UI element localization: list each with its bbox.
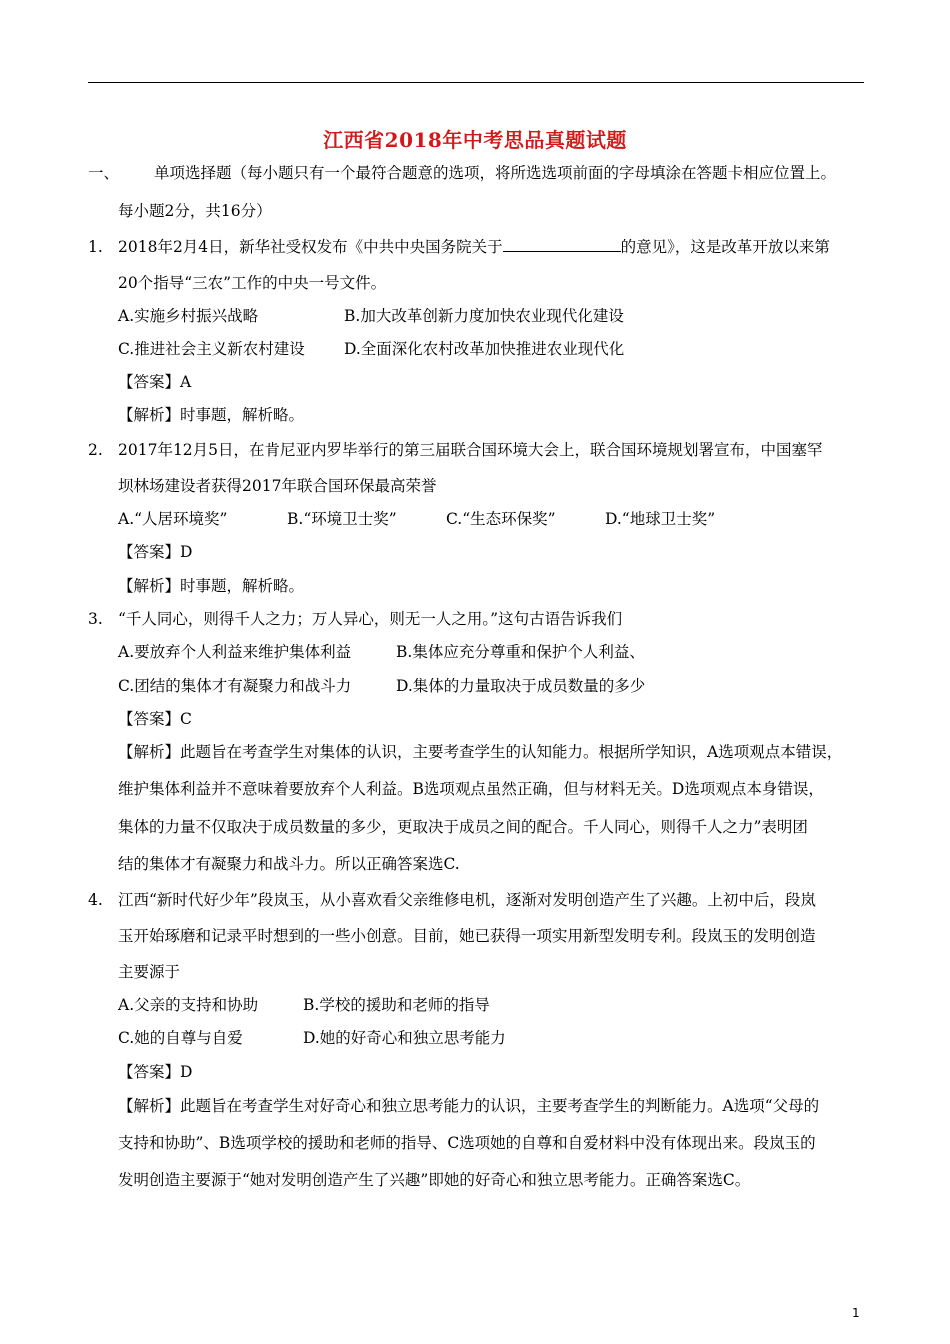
q1-stem-part1: 2018年2月4日，新华社受权发布《中共中央国务院关于: [118, 238, 503, 256]
q3-analysis-line1: 【解析】此题旨在考查学生对集体的认识，主要考查学生的认知能力。根据所学知识，A选项观点本错误，: [118, 743, 843, 761]
q2-stem-line2: 坝林场建设者获得2017年联合国环保最高荣誉: [118, 477, 437, 495]
q4-option-d: D.她的好奇心和独立思考能力: [303, 1029, 506, 1047]
section-instruction-line2: 每小题2分，共16分）: [118, 202, 272, 220]
section-instruction-line1: 单项选择题（每小题只有一个最符合题意的选项，将所选选项前面的字母填涂在答题卡相应位置上。: [154, 164, 837, 182]
section-number: 一、: [88, 164, 120, 182]
q1-stem-line2: 20个指导“三农”工作的中央一号文件。: [118, 274, 387, 292]
page-number: 1: [852, 1306, 860, 1320]
q4-option-c: C.她的自尊与自爱: [118, 1029, 243, 1047]
header-rule: [88, 82, 864, 83]
q1-option-c: C.推进社会主义新农村建设: [118, 340, 305, 358]
q1-analysis: 【解析】时事题，解析略。: [118, 406, 305, 424]
q1-answer: 【答案】A: [118, 373, 192, 391]
q2-option-d: D.“地球卫士奖”: [605, 510, 716, 528]
q4-number: 4.: [88, 891, 103, 909]
q2-number: 2.: [88, 441, 103, 459]
q2-stem-line1: 2017年12月5日，在肯尼亚内罗毕举行的第三届联合国环境大会上，联合国环境规划署宣布，中国塞罕: [118, 441, 823, 459]
q4-answer: 【答案】D: [118, 1063, 193, 1081]
q1-stem-part2: 的意见》，这是改革开放以来第: [620, 238, 830, 256]
q3-analysis-line2: 维护集体利益并不意味着要放弃个人利益。B选项观点虽然正确，但与材料无关。D选项观点本身错误，: [118, 780, 824, 798]
q3-option-d: D.集体的力量取决于成员数量的多少: [396, 677, 646, 695]
q3-analysis-line4: 结的集体才有凝聚力和战斗力。所以正确答案选C.: [118, 855, 460, 873]
q2-option-b: B.“环境卫士奖”: [287, 510, 397, 528]
q4-analysis-line1: 【解析】此题旨在考查学生对好奇心和独立思考能力的认识，主要考查学生的判断能力。A选项“父母的: [118, 1097, 820, 1115]
q1-blank: [503, 237, 621, 252]
q3-option-a: A.要放弃个人利益来维护集体利益: [118, 643, 352, 661]
q2-option-a: A.“人居环境奖”: [118, 510, 228, 528]
q1-stem-line1: [118, 237, 830, 257]
q3-stem-line1: “千人同心，则得千人之力；万人异心，则无一人之用。”这句古语告诉我们: [118, 610, 623, 628]
q4-stem-line2: 玉开始琢磨和记录平时想到的一些小创意。目前，她已获得一项实用新型发明专利。段岚玉的发明创造: [118, 927, 816, 945]
q2-option-c: C.“生态环保奖”: [446, 510, 556, 528]
q3-option-b: B.集体应充分尊重和保护个人利益、: [396, 643, 645, 661]
q2-analysis: 【解析】时事题，解析略。: [118, 577, 305, 595]
q3-answer: 【答案】C: [118, 710, 192, 728]
q3-analysis-line3: 集体的力量不仅取决于成员数量的多少，更取决于成员之间的配合。千人同心，则得千人之力”表明团: [118, 818, 808, 836]
q4-stem-line1: 江西“新时代好少年”段岚玉，从小喜欢看父亲维修电机，逐渐对发明创造产生了兴趣。上初中后，段岚: [118, 891, 816, 909]
q3-option-c: C.团结的集体才有凝聚力和战斗力: [118, 677, 352, 695]
q1-option-d: D.全面深化农村改革加快推进农业现代化: [344, 340, 625, 358]
q1-option-a: A.实施乡村振兴战略: [118, 307, 259, 325]
q4-option-a: A.父亲的支持和协助: [118, 996, 259, 1014]
q1-number: 1.: [88, 238, 103, 256]
q1-option-b: B.加大改革创新力度加快农业现代化建设: [344, 307, 624, 325]
q4-analysis-line2: 支持和协助”、B选项学校的援助和老师的指导、C选项她的自尊和自爱材料中没有体现出来。段岚玉的: [118, 1134, 816, 1152]
q2-answer: 【答案】D: [118, 543, 193, 561]
page-title: 江西省2018年中考思品真题试题: [323, 128, 627, 152]
q4-stem-line3: 主要源于: [118, 963, 181, 981]
q3-number: 3.: [88, 610, 103, 628]
q4-analysis-line3: 发明创造主要源于“她对发明创造产生了兴趣”即她的好奇心和独立思考能力。正确答案选C。: [118, 1171, 751, 1189]
q4-option-b: B.学校的援助和老师的指导: [303, 996, 490, 1014]
